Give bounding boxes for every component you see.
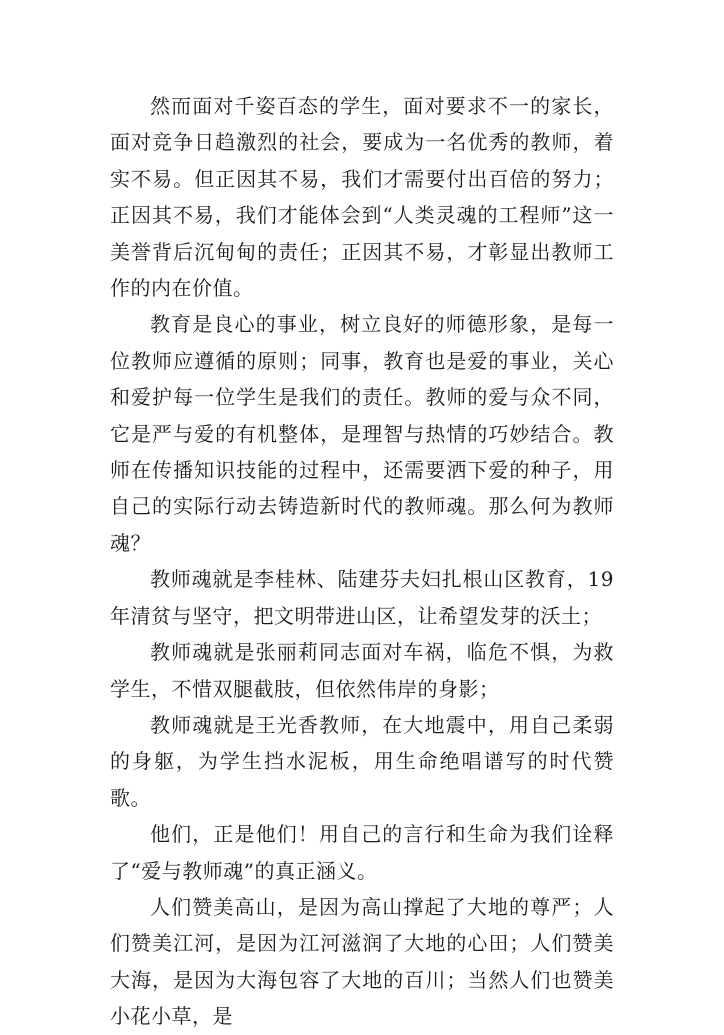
paragraph-1: 然而面对千姿百态的学生，面对要求不一的家长，面对竞争日趋激烈的社会，要成为一名优秀的教师，着实不易。但正因其不易，我们才需要付出百倍的努力；正因其不易，我们才能体会到“人类灵魂的工程师”这一美誉背后沉甸甸的责任；正因其不易，才彰显出教师工作的内在价值。	[110, 94, 614, 301]
paragraph-5: 教师魂就是王光香教师，在大地震中，用自己柔弱的身躯，为学生挡水泥板，用生命绝唱谱写的时代赞歌。	[110, 712, 614, 810]
document-body	[110, 88, 614, 1035]
paragraph-2: 教育是良心的事业，树立良好的师德形象，是每一位教师应遵循的原则；同事，教育也是爱的事业，关心和爱护每一位学生是我们的责任。教师的爱与众不同，它是严与爱的有机整体，是理智与热情的巧妙结合。教师在传播知识技能的过程中，还需要洒下爱的种子，用自己的实际行动去铸造新时代的教师魂。那么何为教师魂？	[110, 312, 614, 555]
paragraph-7: 人们赞美高山，是因为高山撑起了大地的尊严；人们赞美江河，是因为江河滋润了大地的心田；人们赞美大海，是因为大海包容了大地的百川；当然人们也赞美小花小草，是	[110, 894, 614, 1029]
paragraph-4: 教师魂就是张丽莉同志面对车祸，临危不惧，为救学生，不惜双腿截肢，但依然伟岸的身影；	[110, 640, 614, 701]
paragraph-6: 他们，正是他们！用自己的言行和生命为我们诠释了“爱与教师魂”的真正涵义。	[110, 822, 614, 883]
paragraph-3: 教师魂就是李桂林、陆建芬夫妇扎根山区教育，19 年清贫与坚守，把文明带进山区，让希望发芽的沃土；	[110, 567, 614, 628]
